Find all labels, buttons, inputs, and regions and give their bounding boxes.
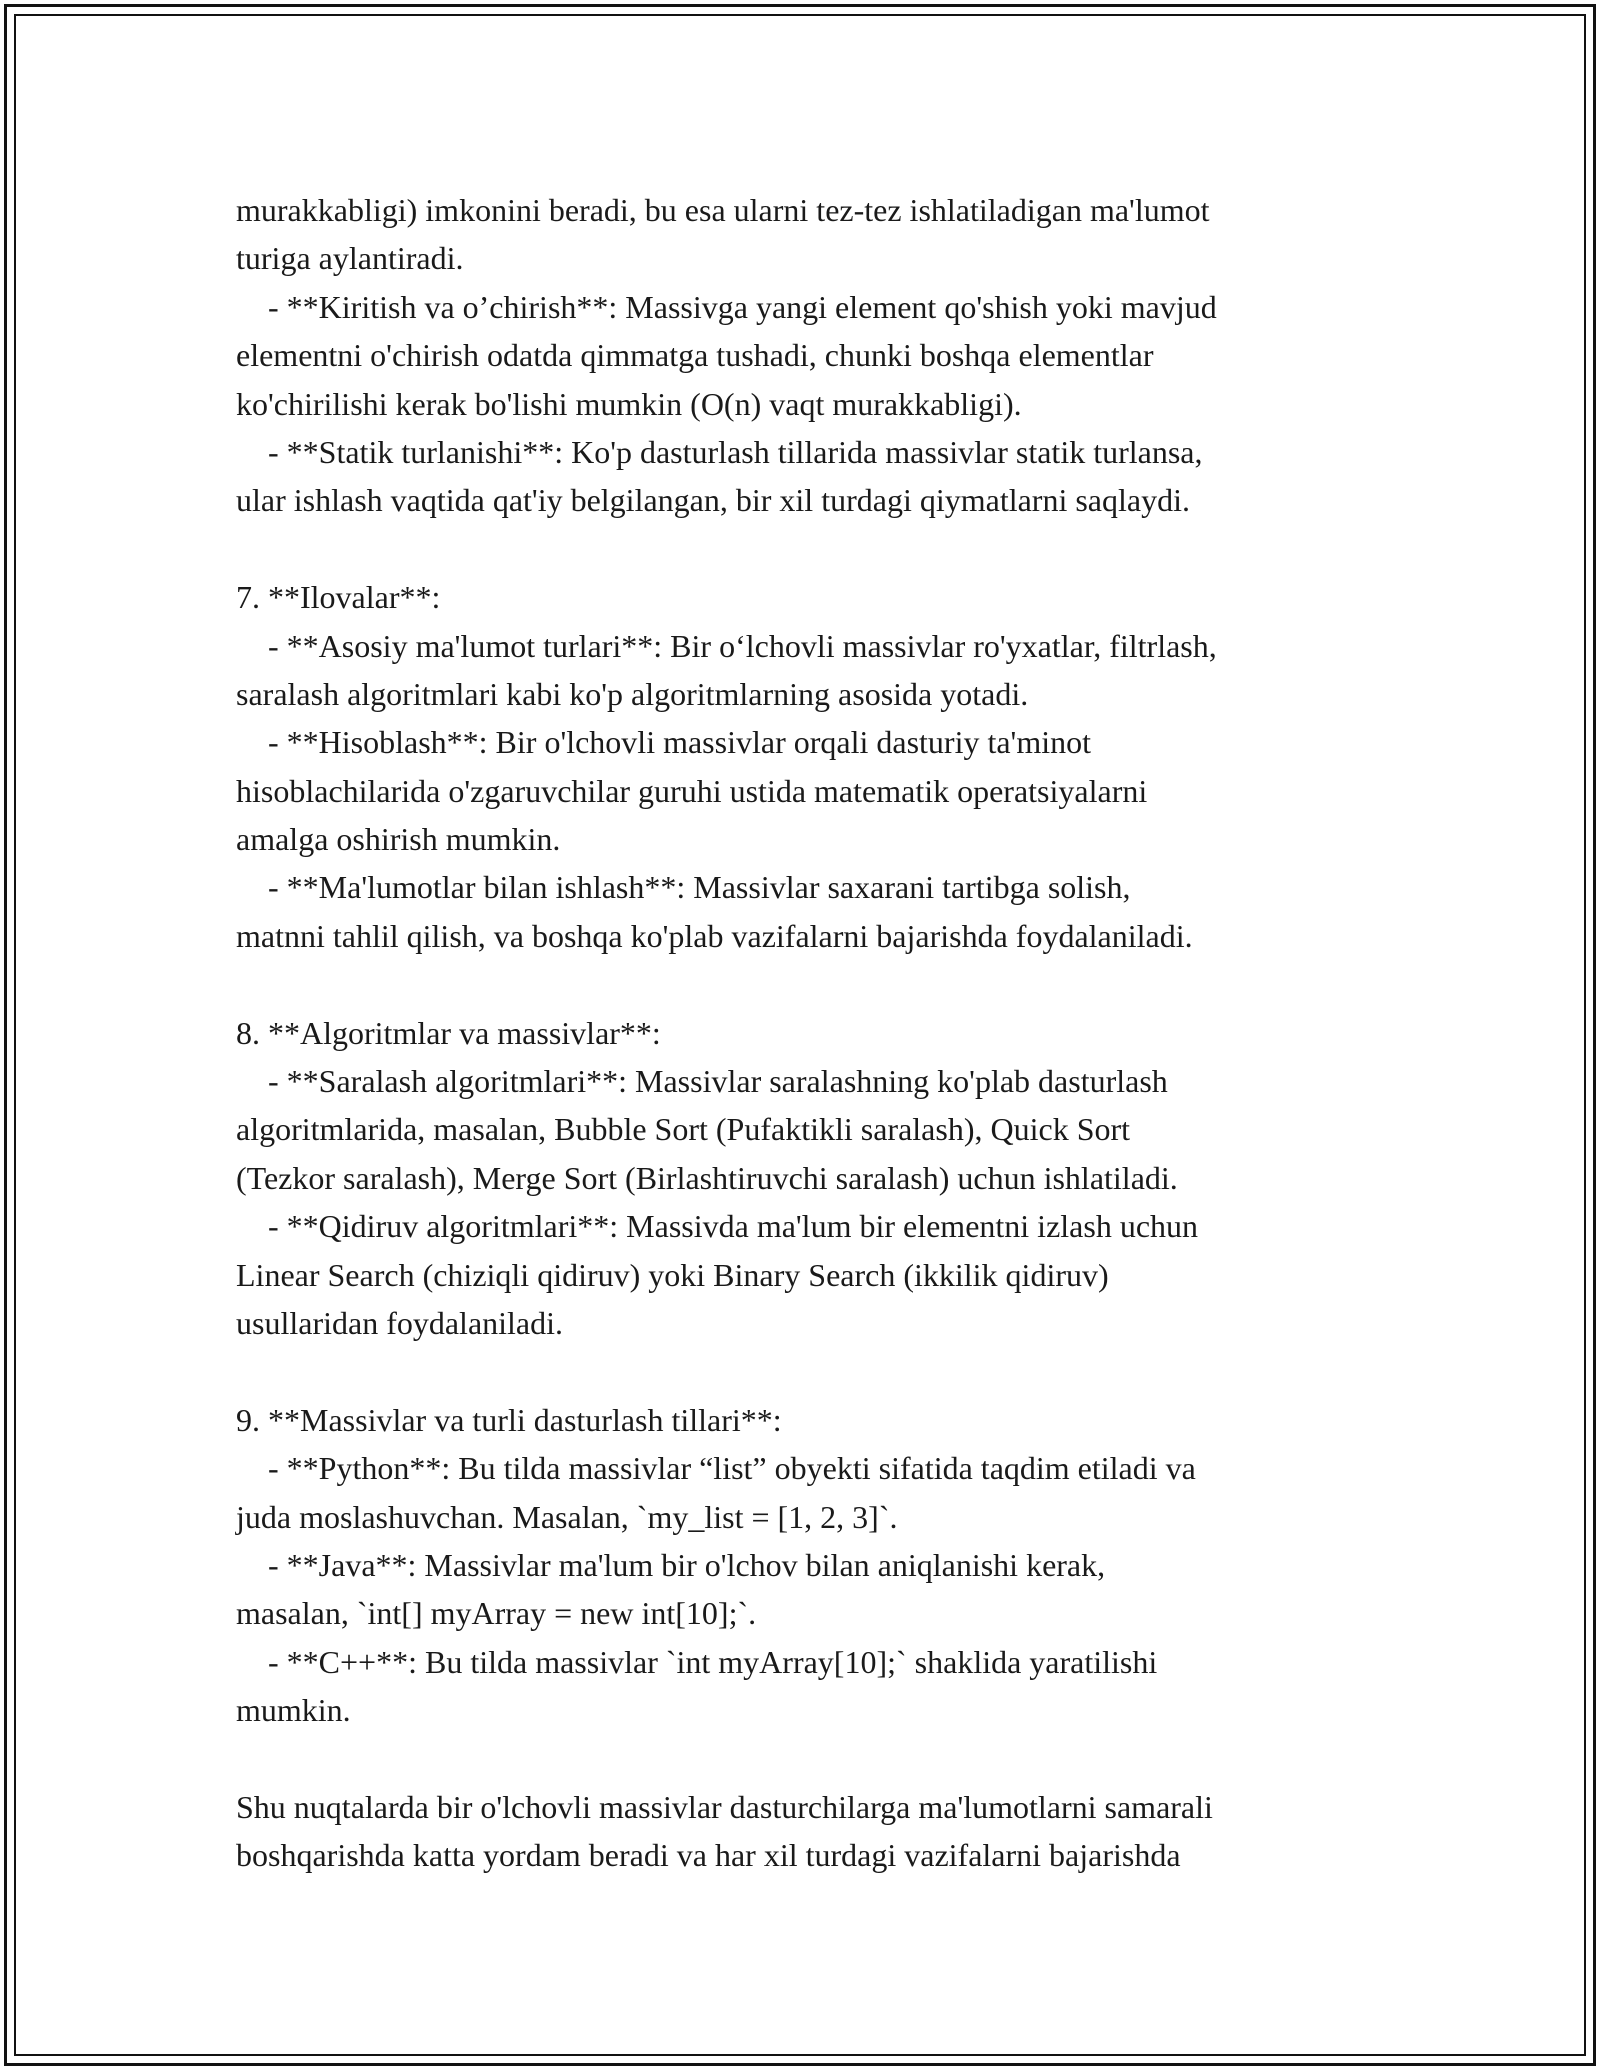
text-line: - **Statik turlanishi**: Ko'p dasturlash tillarida massivlar statik turlansa, [236, 433, 1203, 470]
text-line: ko'chirilishi kerak bo'lishi mumkin (O(n) vaqt murakkabligi). [236, 385, 1022, 422]
text-line: turiga aylantiradi. [236, 240, 464, 277]
document-body [236, 186, 1416, 1880]
text-line: saralash algoritmlari kabi ko'p algoritmlarning asosida yotadi. [236, 675, 1029, 712]
text-line: - **Hisoblash**: Bir o'lchovli massivlar orqali dasturiy ta'minot [236, 724, 1091, 761]
text-line: - **Java**: Massivlar ma'lum bir o'lchov bilan aniqlanishi kerak, [236, 1546, 1106, 1583]
text-line: murakkabligi) imkonini beradi, bu esa ularni tez-tez ishlatiladigan ma'lumot [236, 192, 1210, 228]
text-line: ular ishlash vaqtida qat'iy belgilangan, bir xil turdagi qiymatlarni saqlaydi. [236, 482, 1190, 519]
text-line: 7. **Ilovalar**: [236, 579, 441, 616]
text-line: 9. **Massivlar va turli dasturlash tillari**: [236, 1401, 782, 1438]
text-line: mumkin. [236, 1692, 351, 1729]
text-line: Linear Search (chiziqli qidiruv) yoki Binary Search (ikkilik qidiruv) [236, 1256, 1109, 1293]
text-line: 8. **Algoritmlar va massivlar**: [236, 1014, 661, 1051]
text-line: juda moslashuvchan. Masalan, `my_list = [1, 2, 3]`. [236, 1498, 898, 1535]
text-line: - **C++**: Bu tilda massivlar `int myArray[10];` shaklida yaratilishi [236, 1643, 1158, 1680]
text-line: - **Saralash algoritmlari**: Massivlar saralashning ko'plab dasturlash [236, 1063, 1168, 1100]
blank-line [236, 1735, 1416, 1783]
text-line: - **Kiritish va o’chirish**: Massivga yangi element qo'shish yoki mavjud [236, 288, 1217, 325]
text-line: boshqarishda katta yordam beradi va har xil turdagi vazifalarni bajarishda [236, 1837, 1181, 1874]
blank-line [236, 1347, 1416, 1395]
text-line: - **Asosiy ma'lumot turlari**: Bir o‘lchovli massivlar ro'yxatlar, filtrlash, [236, 627, 1217, 664]
text-line: - **Python**: Bu tilda massivlar “list” obyekti sifatida taqdim etiladi va [236, 1450, 1196, 1487]
text-line: matnni tahlil qilish, va boshqa ko'plab vazifalarni bajarishda foydalaniladi. [236, 917, 1193, 954]
text-line: - **Qidiruv algoritmlari**: Massivda ma'lum bir elementni izlash uchun [236, 1208, 1199, 1245]
text-line: amalga oshirish mumkin. [236, 821, 561, 858]
text-line: (Tezkor saralash), Merge Sort (Birlashtiruvchi saralash) uchun ishlatiladi. [236, 1159, 1178, 1196]
text-line: elementni o'chirish odatda qimmatga tushadi, chunki boshqa elementlar [236, 337, 1154, 374]
blank-line [236, 960, 1416, 1008]
blank-line [236, 525, 1416, 573]
text-line: algoritmlarida, masalan, Bubble Sort (Pufaktikli saralash), Quick Sort [236, 1111, 1131, 1148]
text-line: - **Ma'lumotlar bilan ishlash**: Massivlar saxarani tartibga solish, [236, 869, 1131, 906]
text-line: masalan, `int[] myArray = new int[10];`. [236, 1595, 757, 1632]
text-line: hisoblachilarida o'zgaruvchilar guruhi ustida matematik operatsiyalarni [236, 772, 1148, 809]
text-line: usullaridan foydalaniladi. [236, 1304, 564, 1341]
text-line: Shu nuqtalarda bir o'lchovli massivlar dasturchilarga ma'lumotlarni samarali [236, 1788, 1213, 1825]
